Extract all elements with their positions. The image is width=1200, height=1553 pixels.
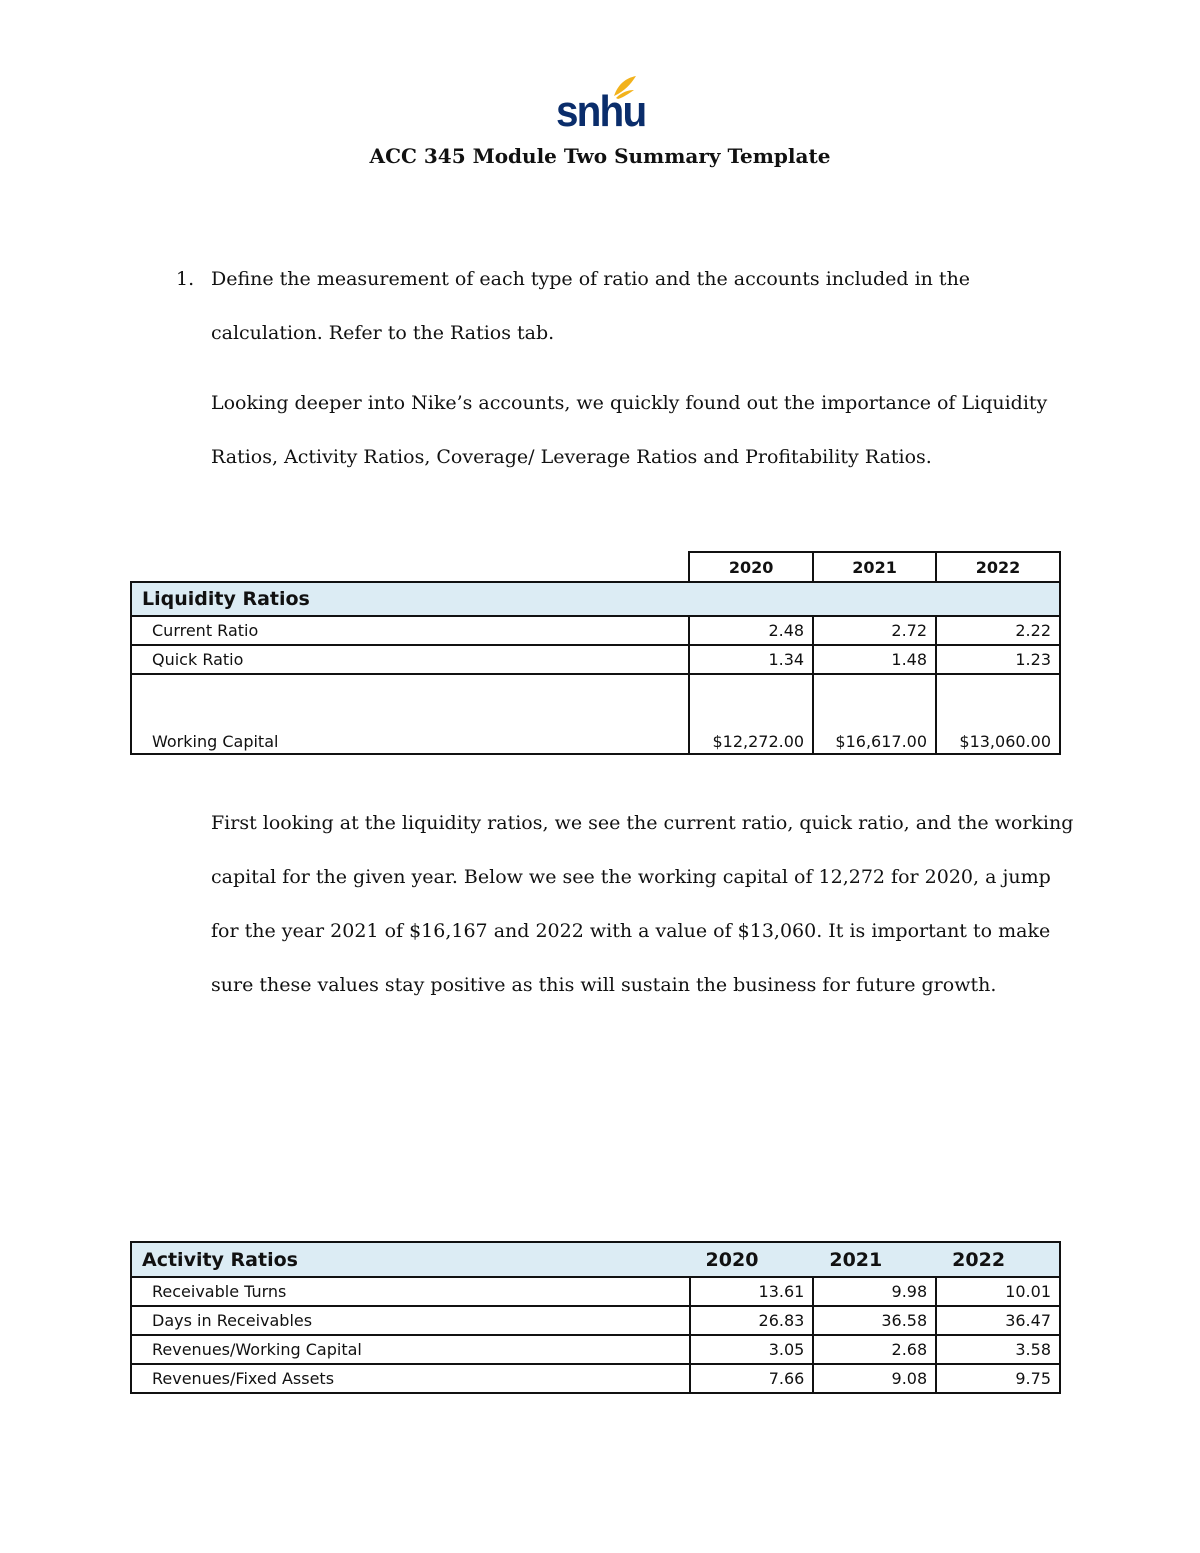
cell-value: $12,272.00 <box>689 674 813 754</box>
intro-line-1: Looking deeper into Nike’s accounts, we quickly found out the importance of Liquidity <box>211 392 1048 414</box>
cell-value: 2.72 <box>813 616 936 645</box>
row-label: Quick Ratio <box>131 645 689 674</box>
snhu-logo <box>556 74 646 136</box>
page-title: ACC 345 Module Two Summary Template <box>369 144 831 168</box>
cell-value: 2.68 <box>813 1335 936 1364</box>
cell-value: 3.58 <box>936 1335 1060 1364</box>
question-number: 1. <box>176 268 195 290</box>
cell-value: 26.83 <box>690 1306 814 1335</box>
row-label: Revenues/Fixed Assets <box>131 1364 690 1393</box>
question-line-2: calculation. Refer to the Ratios tab. <box>211 322 555 344</box>
year-header: 2021 <box>813 1242 936 1277</box>
cell-value: 13.61 <box>690 1277 814 1306</box>
activity-ratios-table <box>130 1241 1061 1394</box>
row-label: Days in Receivables <box>131 1306 690 1335</box>
section-title: Liquidity Ratios <box>131 582 1060 616</box>
cell-value: 36.47 <box>936 1306 1060 1335</box>
cell-value: 1.23 <box>936 645 1060 674</box>
analysis-line-2: capital for the given year. Below we see the working capital of 12,272 for 2020, a jump <box>211 866 1051 888</box>
intro-paragraph <box>211 376 1061 484</box>
year-header: 2020 <box>690 1242 814 1277</box>
cell-value: 7.66 <box>690 1364 814 1393</box>
cell-value: 2.48 <box>689 616 813 645</box>
analysis-line-1: First looking at the liquidity ratios, we see the current ratio, quick ratio, and the working <box>211 812 1074 834</box>
section-header-row <box>131 1242 1060 1277</box>
section-row <box>131 582 1060 616</box>
question-text <box>211 252 1061 360</box>
analysis-line-3: for the year 2021 of $16,167 and 2022 with a value of $13,060. It is important to make <box>211 920 1051 942</box>
year-header: 2021 <box>813 552 936 582</box>
cell-value: $16,617.00 <box>813 674 936 754</box>
question-line-1: Define the measurement of each type of ratio and the accounts included in the <box>211 268 971 290</box>
intro-line-2: Ratios, Activity Ratios, Coverage/ Leverage Ratios and Profitability Ratios. <box>211 446 932 468</box>
cell-value: 3.05 <box>690 1335 814 1364</box>
cell-value: 10.01 <box>936 1277 1060 1306</box>
cell-value: 36.58 <box>813 1306 936 1335</box>
year-header: 2022 <box>936 552 1060 582</box>
cell-value: 1.48 <box>813 645 936 674</box>
table-row <box>131 1335 1060 1364</box>
row-label: Revenues/Working Capital <box>131 1335 690 1364</box>
row-label: Working Capital <box>131 674 689 754</box>
analysis-line-4: sure these values stay positive as this will sustain the business for future growth. <box>211 974 997 996</box>
cell-value: $13,060.00 <box>936 674 1060 754</box>
table-row <box>131 645 1060 674</box>
cell-value: 1.34 <box>689 645 813 674</box>
row-label: Receivable Turns <box>131 1277 690 1306</box>
row-label: Current Ratio <box>131 616 689 645</box>
table-row <box>131 674 1060 754</box>
cell-value: 9.08 <box>813 1364 936 1393</box>
analysis-paragraph <box>211 796 1074 1012</box>
year-header: 2022 <box>936 1242 1060 1277</box>
header-blank-cell <box>131 552 689 582</box>
cell-value: 9.98 <box>813 1277 936 1306</box>
table-row <box>131 1364 1060 1393</box>
cell-value: 9.75 <box>936 1364 1060 1393</box>
table-row <box>131 616 1060 645</box>
table-row <box>131 1306 1060 1335</box>
year-header-row <box>131 552 1060 582</box>
table-row <box>131 1277 1060 1306</box>
logo-text: snhu <box>556 87 646 136</box>
year-header: 2020 <box>689 552 813 582</box>
cell-value: 2.22 <box>936 616 1060 645</box>
section-title: Activity Ratios <box>131 1242 690 1277</box>
liquidity-ratios-table <box>130 551 1061 755</box>
